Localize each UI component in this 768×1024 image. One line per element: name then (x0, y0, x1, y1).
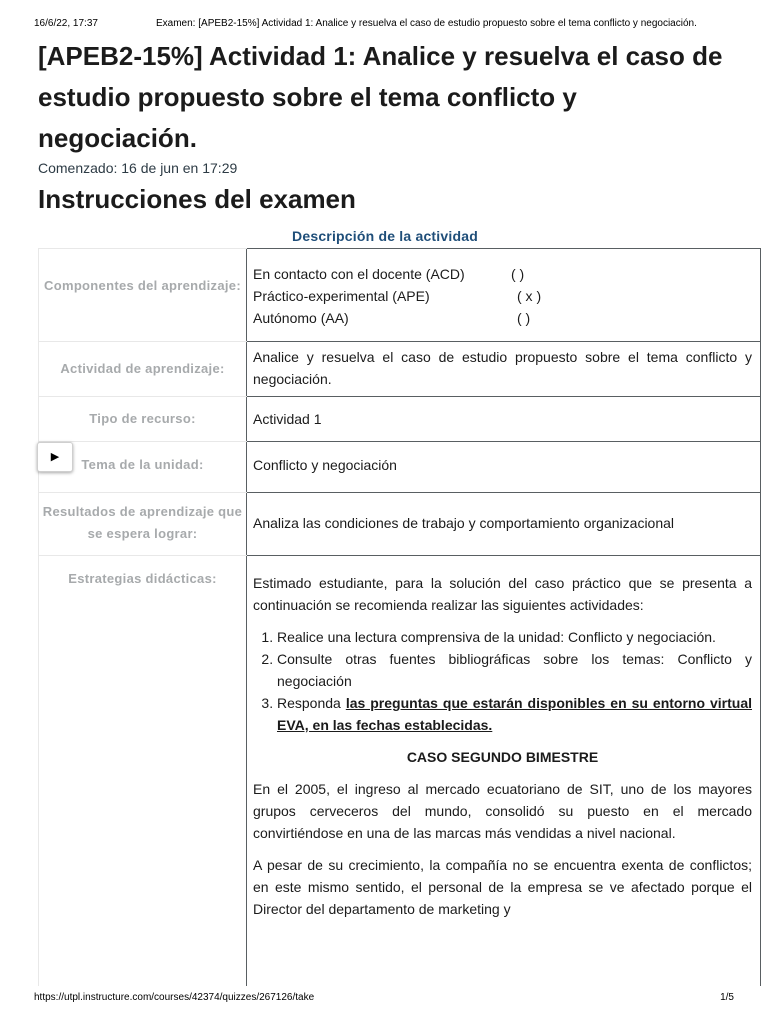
results-label: Resultados de aprendizaje que se espera lograr: (42, 504, 243, 541)
print-footer (34, 992, 734, 1006)
instructions-heading: Instrucciones del examen (38, 184, 356, 214)
resource-label: Tipo de recurso: (89, 411, 196, 426)
print-url: https://utpl.instructure.com/courses/42374/quizzes/267126/take (34, 992, 315, 1003)
step3-emphasis: las preguntas que estarán disponibles en su entorno virtual EVA, en las fechas establecidas. (277, 695, 753, 733)
print-page-title: Examen: [APEB2-15%] Actividad 1: Analice y resuelva el caso de estudio propuesto sobre el tema conflicto y negociación. (156, 18, 697, 29)
play-icon: ▶ (50, 450, 60, 463)
page-number: 1/5 (720, 992, 734, 1003)
strategies-label: Estrategias didácticas: (68, 571, 217, 586)
component-ape: Práctico-experimental (APE) ( x ) (253, 288, 542, 304)
components-label: Componentes del aprendizaje: (44, 278, 241, 293)
table-row (39, 556, 761, 987)
topic-label: Tema de la unidad: (81, 457, 204, 472)
table-row (39, 442, 761, 493)
strategies-intro: Estimado estudiante, para la solución del caso práctico que se presenta a continuación se recomienda realizar las siguientes actividades: (253, 575, 752, 613)
started-time: Comenzado: 16 de jun en 17:29 (38, 160, 238, 176)
list-item: 3. Responda las preguntas que estarán disponibles en su entorno virtual EVA, en las fechas establecidas. (277, 692, 752, 736)
table-row (39, 249, 761, 342)
case-paragraph-1: En el 2005, el ingreso al mercado ecuatoriano de SIT, uno de los mayores grupos cerveceros del mundo, consolidó su puesto en el mercado convirtiéndose en una de las marcas más vendidas a nivel nacional. (253, 781, 752, 841)
component-acd: En contacto con el docente (ACD) ( ) (253, 266, 525, 282)
list-item: 1. Realice una lectura comprensiva de la unidad: Conflicto y negociación. (277, 626, 752, 648)
table-caption: Descripción de la actividad (292, 228, 478, 244)
resource-value: Actividad 1 (253, 411, 322, 427)
table-row (39, 342, 761, 397)
activity-description-table (38, 248, 761, 986)
steps-list (253, 626, 752, 736)
table-row (39, 397, 761, 442)
component-aa: Autónomo (AA) ( ) (253, 310, 531, 326)
table-row (39, 493, 761, 556)
case-title: CASO SEGUNDO BIMESTRE (406, 749, 599, 765)
play-button[interactable] (37, 442, 73, 472)
activity-label: Actividad de aprendizaje: (60, 361, 225, 376)
quiz-title: [APEB2-15%] Actividad 1: Analice y resuelva el caso de estudio propuesto sobre el tema conflicto y negociación. (38, 41, 723, 153)
list-item: 2. Consulte otras fuentes bibliográficas sobre los temas: Conflicto y negociación (277, 648, 752, 692)
print-header (34, 18, 734, 32)
case-paragraph-2: A pesar de su crecimiento, la compañía no se encuentra exenta de conflictos; en este mismo sentido, el personal de la empresa se ve afectado porque el Director del departamento de marketing y (253, 857, 752, 917)
topic-value: Conflicto y negociación (253, 457, 397, 473)
print-date: 16/6/22, 17:37 (34, 18, 98, 29)
activity-value: Analice y resuelva el caso de estudio propuesto sobre el tema conflicto y negociación. (253, 349, 752, 387)
results-value: Analiza las condiciones de trabajo y comportamiento organizacional (253, 515, 675, 531)
